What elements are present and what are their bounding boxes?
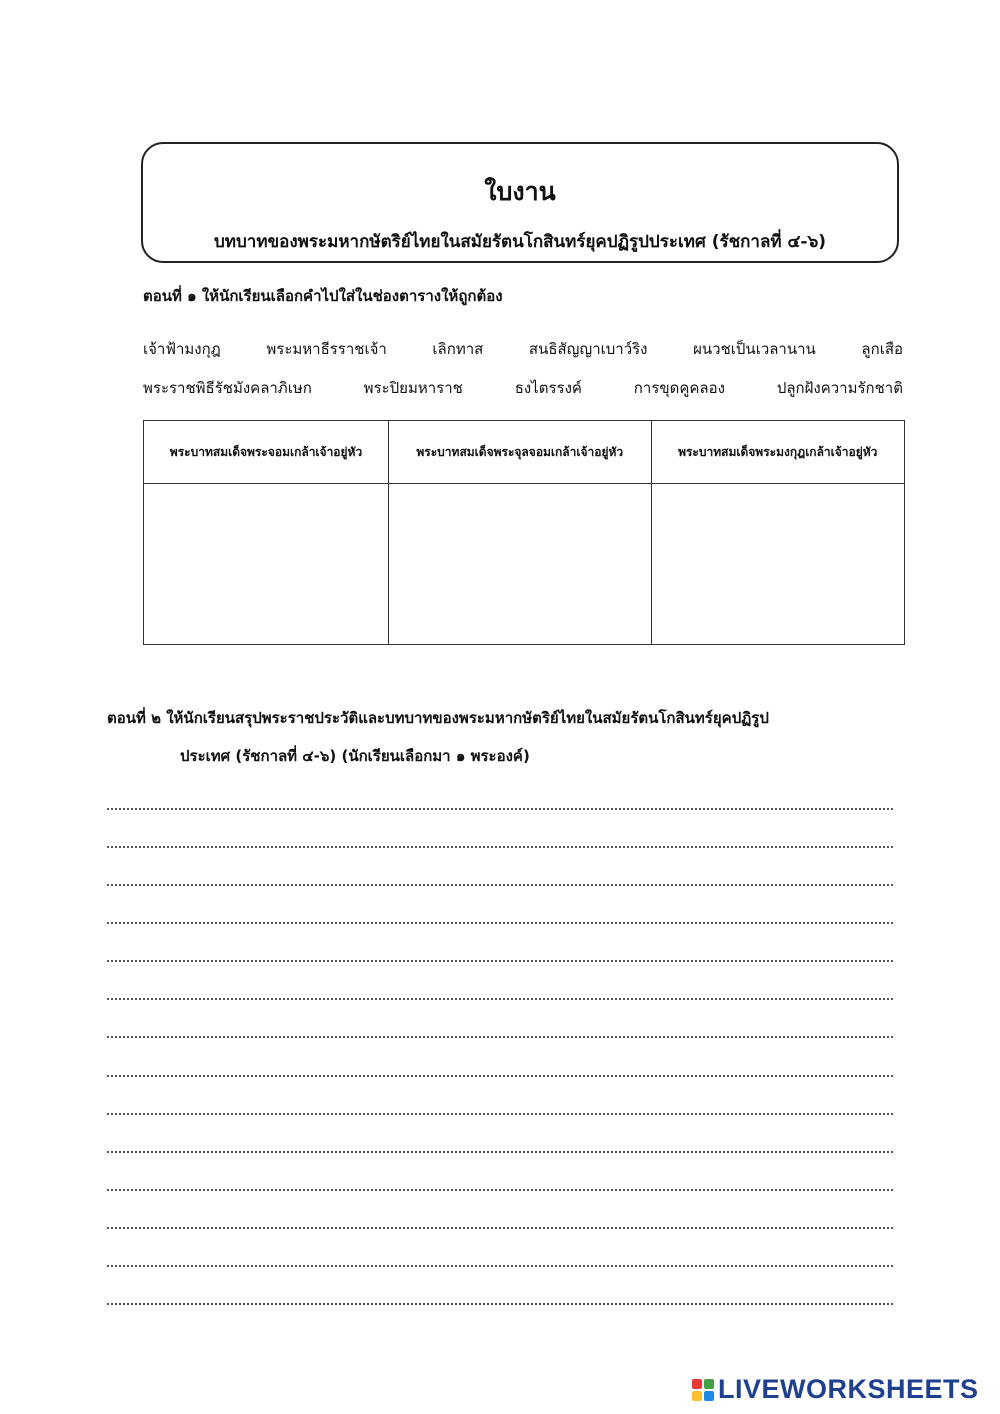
- answer-line[interactable]: [107, 1303, 893, 1305]
- part2-instruction: ตอนที่ ๒ ให้นักเรียนสรุปพระราชประวัติและบทบาทของพระมหากษัตริย์ไทยในสมัยรัตนโกสินทร์ยุคปฏิรูป: [107, 709, 769, 727]
- logo-square: [692, 1379, 702, 1389]
- word-bank-item[interactable]: พระปิยมหาราช: [363, 379, 463, 397]
- column-header-rama4: พระบาทสมเด็จพระจอมเกล้าเจ้าอยู่หัว: [144, 421, 389, 484]
- word-bank-item[interactable]: ผนวชเป็นเวลานาน: [693, 340, 816, 358]
- answer-line[interactable]: [107, 1189, 893, 1191]
- worksheet-title: ใบงาน: [484, 177, 556, 206]
- answer-line[interactable]: [107, 1227, 893, 1229]
- answer-line[interactable]: [107, 922, 893, 924]
- liveworksheets-logo: [692, 1374, 979, 1405]
- answer-cell-rama5[interactable]: [389, 484, 652, 645]
- word-bank-item[interactable]: พระมหาธีรราชเจ้า: [266, 340, 387, 358]
- logo-text: LIVEWORKSHEETS: [718, 1374, 979, 1404]
- answer-table: [143, 420, 905, 645]
- word-bank-row-1: [143, 337, 903, 361]
- answer-line[interactable]: [107, 1113, 893, 1115]
- word-bank-item[interactable]: สนธิสัญญาเบาว์ริง: [528, 340, 648, 358]
- word-bank-item[interactable]: ปลูกฝังความรักชาติ: [776, 379, 903, 397]
- word-bank-item[interactable]: พระราชพิธีรัชมังคลาภิเษก: [143, 379, 312, 397]
- answer-line[interactable]: [107, 998, 893, 1000]
- answer-line[interactable]: [107, 846, 893, 848]
- word-bank-item[interactable]: ลูกเสือ: [861, 340, 903, 358]
- logo-square: [704, 1391, 714, 1401]
- word-bank-item[interactable]: เลิกทาส: [432, 340, 484, 358]
- worksheet-subtitle: บทบาทของพระมหากษัตริย์ไทยในสมัยรัตนโกสินทร์ยุคปฏิรูปประเทศ (รัชกาลที่ ๔-๖): [214, 232, 826, 252]
- word-bank-item[interactable]: เจ้าฟ้ามงกุฎ: [143, 340, 221, 358]
- answer-line[interactable]: [107, 884, 893, 886]
- answer-line[interactable]: [107, 808, 893, 810]
- column-header-rama5: พระบาทสมเด็จพระจุลจอมเกล้าเจ้าอยู่หัว: [389, 421, 652, 484]
- part1-instruction: ตอนที่ ๑ ให้นักเรียนเลือกคำไปใส่ในช่องตารางให้ถูกต้อง: [143, 287, 503, 305]
- answer-cell-rama4[interactable]: [144, 484, 389, 645]
- word-bank-row-2: [143, 376, 903, 400]
- logo-square: [692, 1391, 702, 1401]
- part2-instruction-continued: ประเทศ (รัชกาลที่ ๔-๖) (นักเรียนเลือกมา ๑ พระองค์): [180, 747, 530, 765]
- word-bank-item[interactable]: การขุดคูคลอง: [633, 379, 725, 397]
- answer-line[interactable]: [107, 1265, 893, 1267]
- word-bank-item[interactable]: ธงไตรรงค์: [514, 379, 582, 397]
- answer-line[interactable]: [107, 1036, 893, 1038]
- column-header-rama6: พระบาทสมเด็จพระมงกุฎเกล้าเจ้าอยู่หัว: [651, 421, 904, 484]
- answer-cell-rama6[interactable]: [651, 484, 904, 645]
- answer-line[interactable]: [107, 1151, 893, 1153]
- logo-square: [704, 1379, 714, 1389]
- answer-line[interactable]: [107, 960, 893, 962]
- liveworksheets-logo-icon: [692, 1379, 714, 1401]
- answer-line[interactable]: [107, 1075, 893, 1077]
- title-box: [141, 142, 899, 263]
